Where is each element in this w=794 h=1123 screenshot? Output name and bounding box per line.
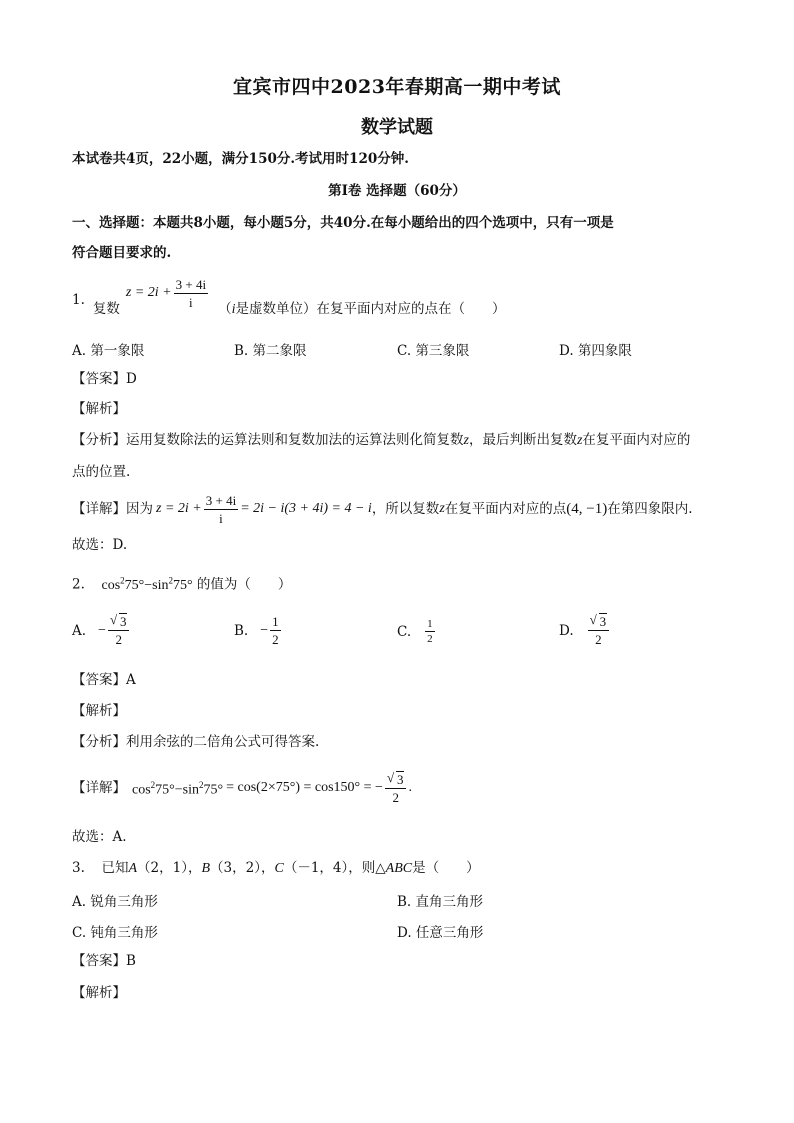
answer-tag: 【答案】 [72, 953, 126, 969]
q1-fenxi [72, 431, 690, 450]
expression: $\cos^275^\circ-\sin^275^\circ$ [101, 575, 193, 593]
fraction-numerator: 1 [272, 614, 279, 629]
q1-xiangjie [72, 488, 693, 530]
answer-value: D [126, 371, 137, 387]
q1-option-d: D. 第四象限 [559, 343, 632, 359]
fraction-denominator: 2 [595, 632, 602, 647]
q1-option-b: B. 第二象限 [234, 343, 307, 359]
option-label: B. [234, 622, 249, 639]
minus-sign: − [98, 622, 106, 638]
fraction-denominator: 2 [115, 632, 122, 647]
sqrt-radicand: 3 [599, 614, 607, 629]
xiangjie-text: 在复平面内对应的点 [444, 501, 567, 517]
fenxi-text: ，最后判断出复数 [468, 432, 577, 448]
xiangjie-tag: 【详解】 [72, 780, 126, 796]
option-label: C. [397, 623, 412, 640]
fenxi-tag: 【分析】 [72, 432, 126, 448]
q1-conclusion: 故选：D. [72, 537, 128, 553]
xiangjie-text: 因为 [126, 501, 153, 517]
fraction-denominator: 2 [427, 633, 433, 645]
fraction [425, 618, 435, 645]
q3-option-c: C. 钝角三角形 [72, 925, 158, 941]
question-number: 2. [72, 576, 85, 593]
fraction [270, 614, 281, 647]
fenxi-text: 运用复数除法的运算法则和复数加法的运算法则化简复数 [126, 432, 464, 448]
exam-subtitle: 数学试题 [361, 117, 433, 138]
q2-conclusion: 故选：A. [72, 829, 127, 845]
part-instructions-line2: 符合题目要求的. [72, 245, 172, 261]
q2-fenxi [72, 733, 319, 751]
q2-answer [72, 671, 136, 689]
point-label: B [201, 861, 211, 876]
fraction-numerator: 1 [427, 618, 433, 630]
q1-answer [72, 370, 137, 388]
q3-analysis-tag: 【解析】 [72, 985, 126, 1001]
fraction-denominator: 2 [392, 789, 399, 805]
variable-z: z [463, 433, 469, 448]
point-label: C [274, 861, 284, 876]
equation: z = 2i + [125, 285, 172, 300]
fraction-denominator: i [189, 294, 193, 310]
q1-option-a: A. 第一象限 [72, 343, 145, 359]
q1-option-c: C. 第三象限 [397, 343, 470, 359]
question-number: 1. [72, 292, 85, 308]
fraction-numerator: 3 + 4i [175, 276, 207, 292]
q3-option-d: D. 任意三角形 [397, 925, 484, 941]
expression: $\cos^275^\circ-\sin^275^\circ$ [132, 780, 224, 798]
fenxi-text: 在复平面内对应的 [582, 432, 691, 448]
question-text: 是虚数单位）在复平面内对应的点在（ ） [235, 300, 506, 317]
sqrt-radicand: 3 [396, 771, 404, 787]
equation: = cos(2×75°) = cos150° = − [226, 780, 383, 795]
equation: = 2i − i(3 + 4i) = 4 − i [240, 501, 372, 516]
point-coordinate: (4, −1) [566, 501, 608, 517]
fraction-denominator: i [219, 510, 223, 526]
fraction [108, 614, 130, 647]
variable-z: z [576, 433, 583, 448]
q2-option-b [234, 614, 283, 647]
answer-value: A [126, 672, 136, 688]
question-text: 是（ ） [412, 860, 480, 876]
fenxi-tag: 【分析】 [72, 734, 126, 750]
question-text: 复数 [92, 301, 120, 317]
option-label: A. [72, 622, 87, 639]
answer-tag: 【答案】 [72, 371, 126, 387]
xiangjie-text: ，所以复数 [371, 501, 440, 517]
point-label: A [128, 861, 138, 876]
sqrt-radicand: 3 [119, 614, 127, 629]
variable-z: z [439, 501, 445, 516]
minus-sign: − [260, 622, 269, 638]
coordinate: （3，2）， [210, 860, 275, 876]
q3-option-a: A. 锐角三角形 [72, 894, 158, 910]
question-text: （ [218, 300, 232, 317]
exam-intro: 本试卷共4页，22小题，满分150分.考试用时120分钟. [72, 151, 409, 167]
q1-fenxi-line2: 点的位置. [72, 464, 131, 480]
fraction [204, 493, 238, 526]
xiangjie-tag: 【详解】 [72, 501, 126, 517]
q2-option-d [559, 614, 611, 647]
coordinate: （2，1）， [137, 860, 202, 876]
q3-option-b: B. 直角三角形 [397, 894, 484, 910]
question-text: 的值为（ ） [196, 576, 292, 593]
question-3-stem [72, 859, 480, 878]
fraction-denominator: 2 [272, 632, 279, 647]
part-instructions-line1: 一、选择题：本题共8小题，每小题5分，共40分.在每小题给出的四个选项中，只有一项是 [72, 215, 614, 231]
answer-value: B [126, 953, 136, 969]
q2-xiangjie: 【详解】 $\cos^275^\circ-\sin^275^\circ$ = cos(2×75°) = cos150° = − √ $\frac{3}{2}$ . [72, 766, 412, 810]
option-label: D. [559, 622, 574, 639]
fenxi-text: 利用余弦的二倍角公式可得答案. [126, 734, 320, 750]
question-text: 已知 [101, 860, 129, 876]
equation: z = 2i + [156, 501, 202, 516]
q2-analysis-tag: 【解析】 [72, 703, 126, 719]
question-1-stem [72, 278, 505, 322]
fraction [174, 277, 208, 310]
xiangjie-text: 在第四象限内. [607, 501, 693, 517]
fraction-numerator: 3 + 4i [205, 492, 237, 508]
triangle-label: ABC [385, 861, 413, 876]
question-2-stem [72, 571, 291, 595]
q1-analysis-tag: 【解析】 [72, 401, 126, 417]
coordinate: （－1，4），则△ [283, 860, 386, 876]
fraction [385, 772, 407, 805]
q2-option-a [72, 614, 131, 647]
fraction [588, 614, 610, 647]
question-number: 3. [72, 860, 85, 876]
section-title: 第Ⅰ卷 选择题（60分） [328, 183, 466, 199]
exam-title: 宜宾市四中2023年春期高一期中考试 [233, 76, 561, 98]
q2-option-c [397, 618, 437, 645]
q3-answer [72, 952, 136, 970]
imaginary-unit: i [231, 301, 236, 317]
answer-tag: 【答案】 [72, 672, 126, 688]
